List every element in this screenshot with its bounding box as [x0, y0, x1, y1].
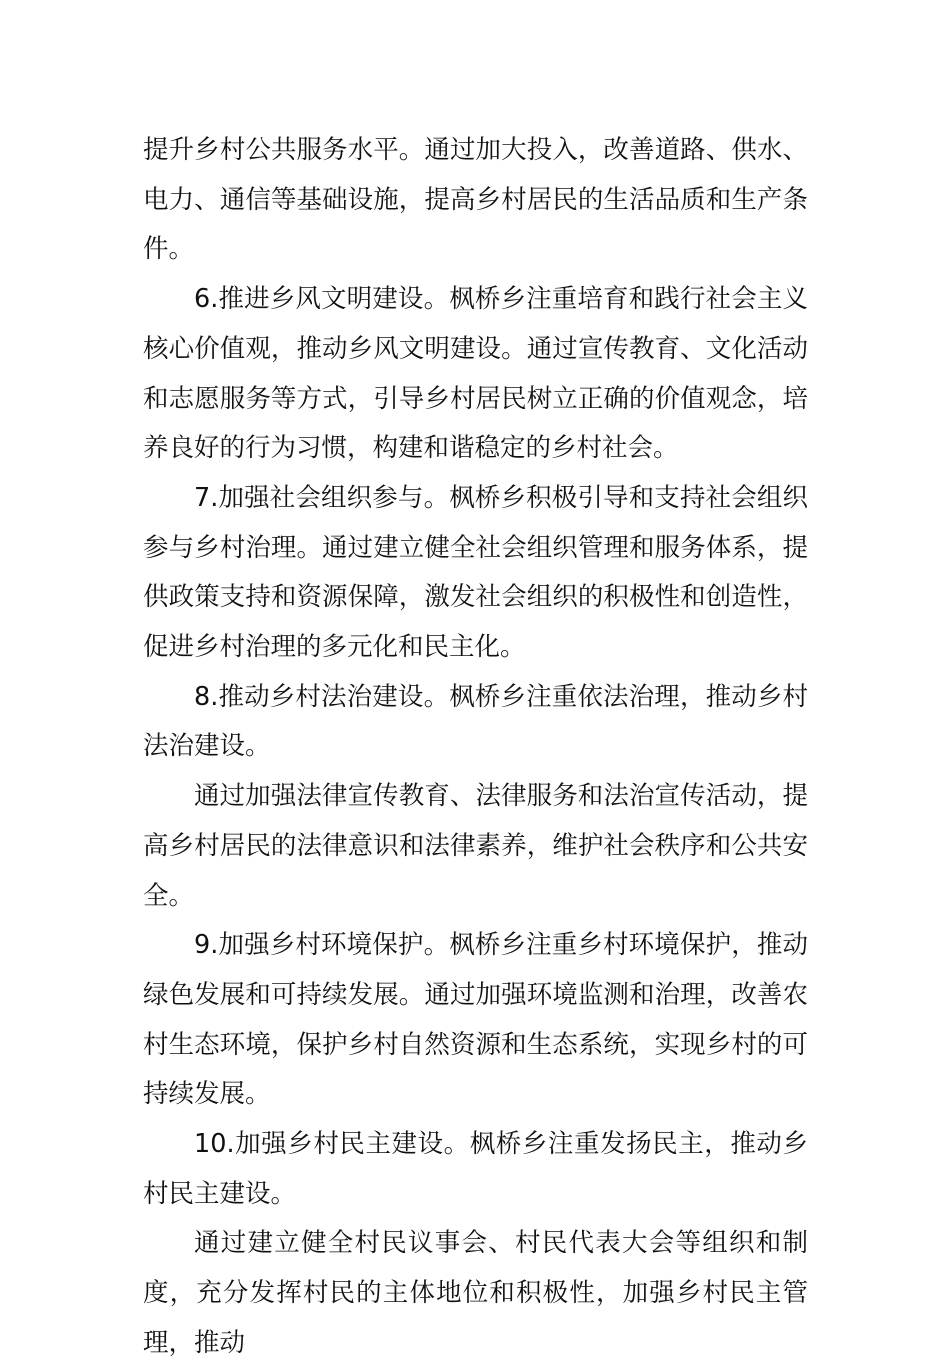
document-body	[143, 126, 808, 1369]
paragraph-7-social-organizations: 7.加强社会组织参与。枫桥乡积极引导和支持社会组织参与乡村治理。通过建立健全社会组织管理和服务体系，提供政策支持和资源保障，激发社会组织的积极性和创造性，促进乡村治理的多元化和民主化。	[143, 482, 808, 663]
paragraph-8-rule-of-law: 8.推动乡村法治建设。枫桥乡注重依法治理，推动乡村法治建设。	[143, 681, 808, 762]
paragraph-10-continued: 通过建立健全村民议事会、村民代表大会等组织和制度，充分发挥村民的主体地位和积极性，加强乡村民主管理，推动	[143, 1228, 808, 1358]
paragraph-10-democracy: 10.加强乡村民主建设。枫桥乡注重发扬民主，推动乡村民主建设。	[143, 1129, 808, 1209]
paragraph-6-rural-civilization: 6.推进乡风文明建设。枫桥乡注重培育和践行社会主义核心价值观，推动乡风文明建设。通过宣传教育、文化活动和志愿服务等方式，引导乡村居民树立正确的价值观念，培养良好的行为习惯，构建和谐稳定的乡村社会。	[143, 284, 808, 464]
paragraph-8-continued: 通过加强法律宣传教育、法律服务和法治宣传活动，提高乡村居民的法律意识和法律素养，维护社会秩序和公共安全。	[143, 781, 808, 911]
paragraph-public-services: 提升乡村公共服务水平。通过加大投入，改善道路、供水、电力、通信等基础设施，提高乡村居民的生活品质和生产条件。	[143, 135, 808, 265]
paragraph-9-environment: 9.加强乡村环境保护。枫桥乡注重乡村环境保护，推动绿色发展和可持续发展。通过加强环境监测和治理，改善农村生态环境，保护乡村自然资源和生态系统，实现乡村的可持续发展。	[143, 930, 808, 1110]
